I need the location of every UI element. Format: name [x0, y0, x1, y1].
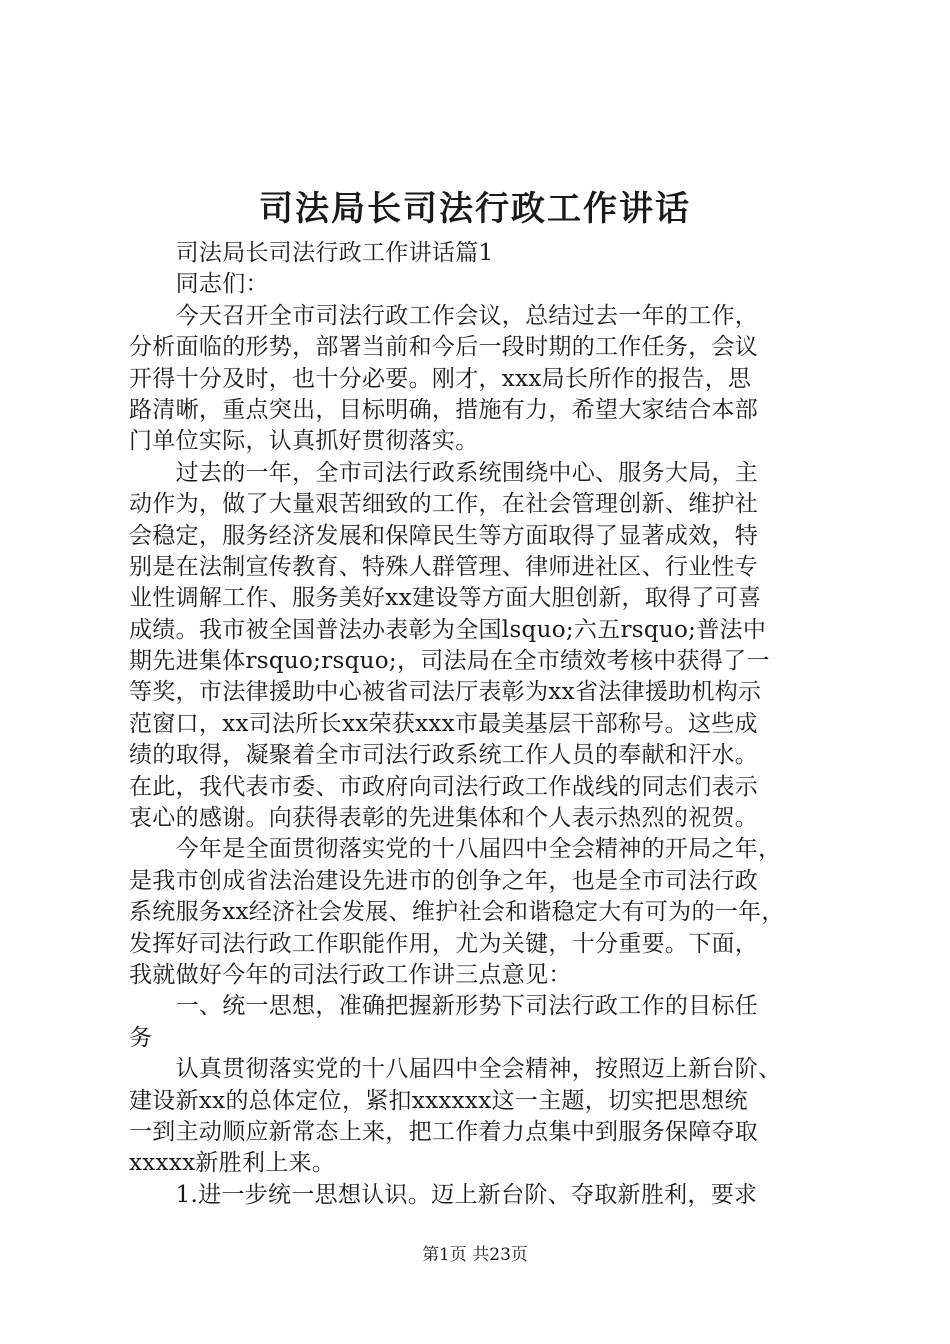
- body-line: 动作为，做了大量艰苦细致的工作，在社会管理创新、维护社: [129, 491, 759, 518]
- body-line: 建设新xx的总体定位，紧扣xxxxxx这一主题，切实把思想统: [129, 1087, 748, 1114]
- body-line: 范窗口，xx司法所长xx荣获xxx市最美基层干部称号。这些成: [129, 710, 758, 737]
- body-line: 过去的一年，全市司法行政系统围绕中心、服务大局，主: [129, 459, 759, 486]
- body-line: 一到主动顺应新常态上来，把工作着力点集中到服务保障夺取: [129, 1118, 759, 1145]
- body-line: 路清晰，重点突出，目标明确，措施有力，希望大家结合本部: [129, 396, 759, 423]
- body-line: 期先进集体rsquo;rsquo;，司法局在全市绩效考核中获得了一: [129, 648, 770, 675]
- body-line: 是我市创成省法治建设先进市的创争之年，也是全市司法行政: [129, 867, 759, 894]
- body-line: xxxxx新胜利上来。: [129, 1150, 336, 1177]
- page-footer: 第1页 共23页: [422, 1245, 528, 1265]
- body-line: 同志们：: [129, 271, 269, 298]
- body-line: 业性调解工作、服务美好xx建设等方面大胆创新，取得了可喜: [129, 585, 762, 612]
- body-line: 今年是全面贯彻落实党的十八届四中全会精神的开局之年，: [129, 836, 782, 863]
- body-line: 我就做好今年的司法行政工作讲三点意见：: [129, 961, 572, 988]
- body-line: 务: [129, 1024, 153, 1051]
- document-title: 司法局长司法行政工作讲话: [259, 189, 691, 229]
- body-line: 分析面临的形势，部署当前和今后一段时期的工作任务，会议: [129, 334, 759, 361]
- body-line: 绩的取得，凝聚着全市司法行政系统工作人员的奉献和汗水。: [129, 742, 759, 769]
- body-line: 一、统一思想，准确把握新形势下司法行政工作的目标任: [129, 993, 759, 1020]
- document-body: [129, 238, 829, 1211]
- body-line: 发挥好司法行政工作职能作用，尤为关键，十分重要。下面，: [129, 930, 759, 957]
- body-line: 衷心的感谢。向获得表彰的先进集体和个人表示热烈的祝贺。: [129, 805, 759, 832]
- body-line: 门单位实际，认真抓好贯彻落实。: [129, 428, 479, 455]
- body-line: 等奖，市法律援助中心被省司法厅表彰为xx省法律援助机构示: [129, 679, 762, 706]
- body-line: 会稳定，服务经济发展和保障民生等方面取得了显著成效，特: [129, 522, 759, 549]
- body-line: 认真贯彻落实党的十八届四中全会精神，按照迈上新台阶、: [129, 1056, 782, 1083]
- body-line: 系统服务xx经济社会发展、维护社会和谐稳定大有可为的一年，: [129, 899, 785, 926]
- body-line: 今天召开全市司法行政工作会议，总结过去一年的工作，: [129, 302, 759, 329]
- body-line: 成绩。我市被全国普法办表彰为全国lsquo;六五rsquo;普法中: [129, 616, 767, 643]
- body-line: 1.进一步统一思想认识。迈上新台阶、夺取新胜利，要求: [129, 1181, 758, 1208]
- body-line: 别是在法制宣传教育、特殊人群管理、律师进社区、行业性专: [129, 553, 759, 580]
- body-line: 开得十分及时，也十分必要。刚才，xxx局长所作的报告，思: [129, 365, 752, 392]
- body-line: 在此，我代表市委、市政府向司法行政工作战线的同志们表示: [129, 773, 759, 800]
- body-line: 司法局长司法行政工作讲话篇1: [129, 240, 494, 266]
